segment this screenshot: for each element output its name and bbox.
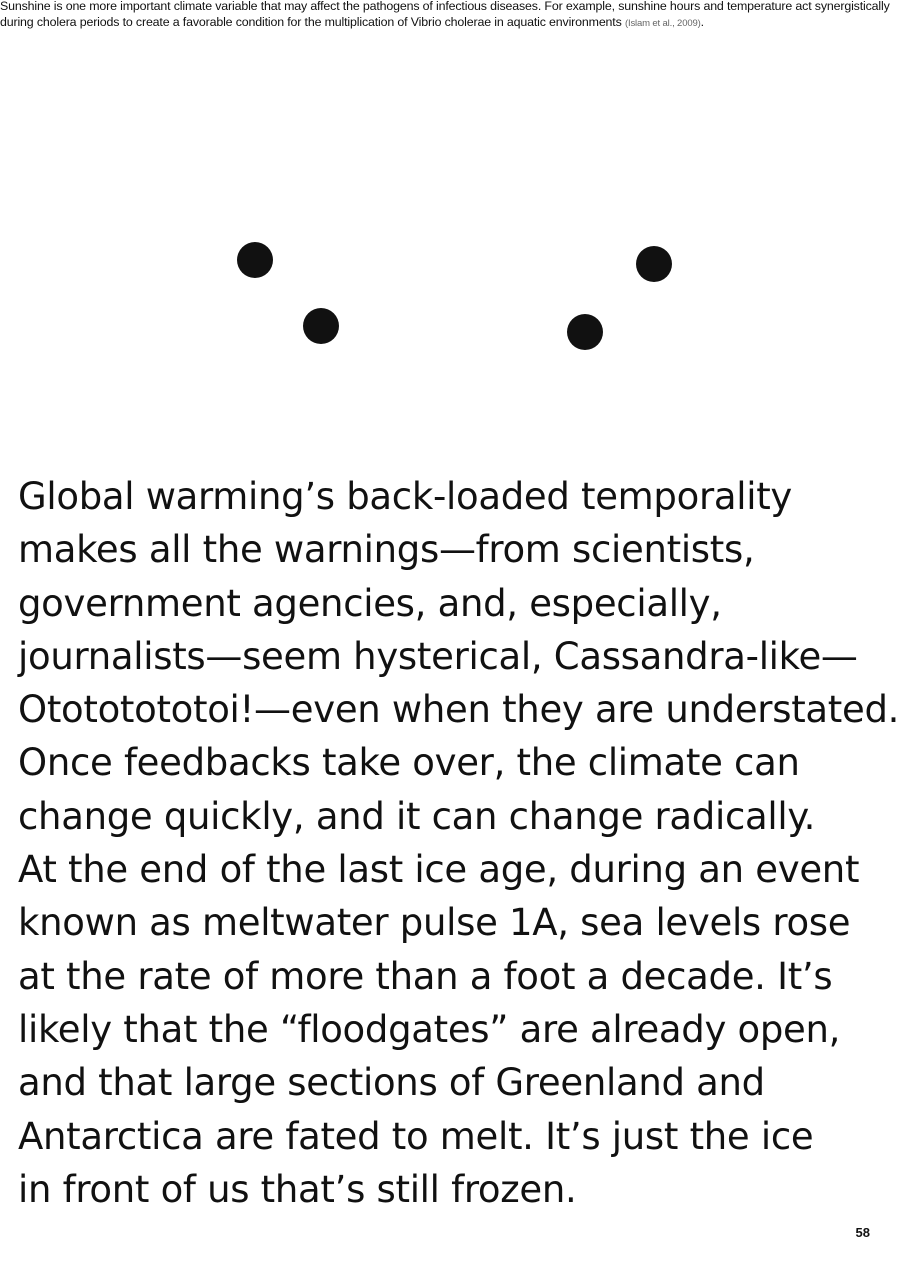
quote-line: Otototototoi!—even when they are understated. (18, 688, 900, 732)
quote-line: journalists—seem hysterical, Cassandra-like— (18, 634, 858, 678)
quote-line: likely that the “floodgates” are already open, (18, 1007, 841, 1051)
quote-line: Once feedbacks take over, the climate can (18, 741, 800, 785)
quote-line: Antarctica are fated to melt. It’s just the ice (18, 1114, 814, 1158)
pull-quote (18, 470, 898, 1216)
dot-ornament (636, 246, 672, 282)
page-number: 58 (855, 1225, 870, 1240)
top-note-end-punct: . (700, 15, 704, 29)
quote-line: Global warming’s back-loaded temporality (18, 475, 792, 518)
quote-line: and that large sections of Greenland and (18, 1061, 765, 1105)
dot-ornament (303, 308, 339, 344)
dot-ornament (237, 242, 273, 278)
quote-line: At the end of the last ice age, during an event (18, 848, 860, 892)
quote-line: known as meltwater pulse 1A, sea levels rose (18, 901, 851, 945)
dot-ornament (567, 314, 603, 350)
decorative-dots (0, 0, 905, 400)
quote-line: in front of us that’s still frozen. (18, 1167, 577, 1211)
top-note-citation: (Islam et al., 2009) (624, 18, 701, 29)
quote-line: government agencies, and, especially, (18, 581, 722, 625)
quote-line: at the rate of more than a foot a decade. It’s (18, 954, 833, 998)
top-note-text: Sunshine is one more important climate variable that may affect the pathogens of infectious diseases. For example, sunshine hours and temperature act synergistically during cholera periods to create a favorable condition for the multiplication of Vibrio cholerae in aquatic environments (0, 0, 890, 29)
quote-line: makes all the warnings—from scientists, (18, 528, 755, 572)
quote-line: change quickly, and it can change radically. (18, 794, 816, 838)
top-note (0, 0, 905, 32)
